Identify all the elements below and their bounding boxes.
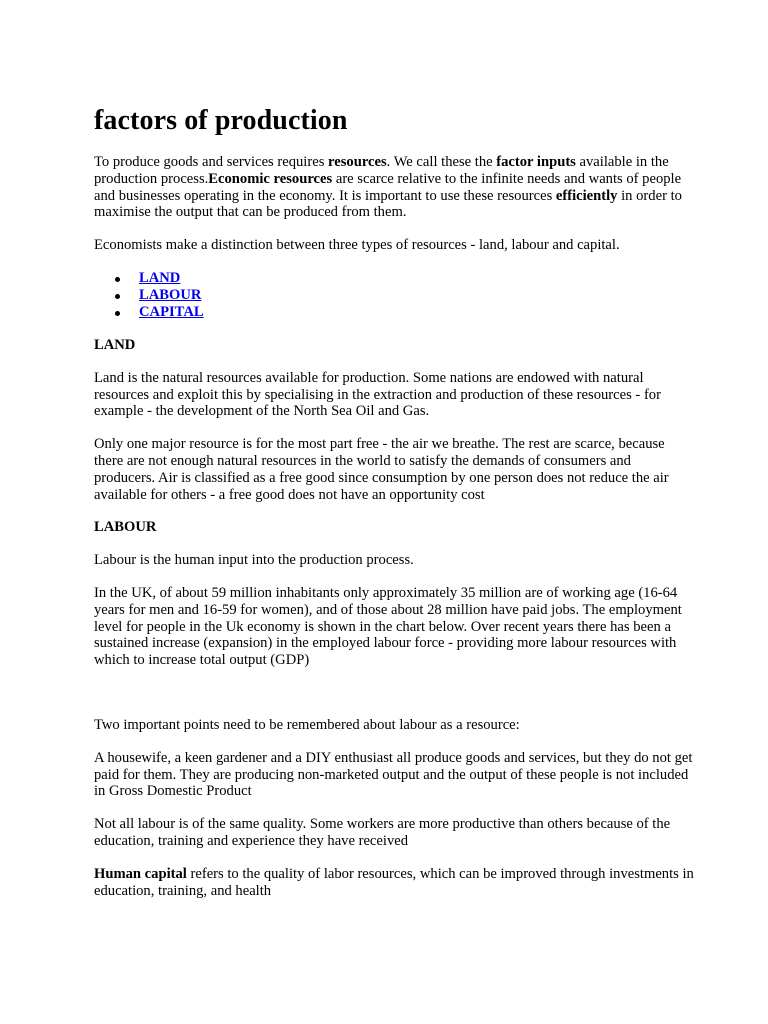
- intro-text-3: available in the production process.: [94, 154, 669, 187]
- labour-paragraph-2: In the UK, of about 59 million inhabitants only approximately 35 million are of working age (16-64 years for men and 16-59 for women), and of those about 28 million have paid jobs. The employment level for people in the Uk economy is shown in the chart below. Over recent years there has been a sustained increase (expansion) in the employed labour force - providing more labour resources with which to increase total output (GDP): [94, 584, 682, 669]
- list-item: [94, 287, 694, 304]
- intro-bold-factor-inputs: factor inputs: [496, 154, 576, 170]
- intro-text-5: in order to maximise the output that can be produced from them.: [94, 187, 682, 221]
- link-capital[interactable]: CAPITAL: [139, 303, 204, 320]
- link-labour[interactable]: LABOUR: [139, 286, 202, 303]
- link-land[interactable]: LAND: [139, 269, 181, 286]
- human-capital-text: refers to the quality of labor resources, which can be improved through investments in education, training, and health: [94, 865, 694, 899]
- labour-paragraph-3: Two important points need to be remembered about labour as a resource:: [94, 716, 520, 733]
- labour-paragraph-4: A housewife, a keen gardener and a DIY enthusiast all produce goods and services, but they do not get paid for them. They are producing non-marketed output and the output of these people is not included in Gross Domestic Product: [94, 749, 693, 800]
- intro-bold-efficiently: efficiently: [555, 187, 618, 204]
- intro-text-4: are scarce relative to the infinite needs and wants of people and businesses operating in the economy. It is important to use these resources: [94, 170, 682, 204]
- list-item: [94, 270, 694, 287]
- intro-bold-resources: resources: [328, 154, 387, 170]
- bullet-icon: [115, 294, 120, 299]
- document-content: [94, 104, 694, 899]
- distinction-paragraph: Economists make a distinction between three types of resources - land, labour and capital.: [94, 237, 620, 254]
- resource-link-list: [94, 270, 694, 321]
- intro-paragraph: [94, 154, 694, 221]
- labour-heading: [94, 519, 694, 536]
- bullet-icon: [115, 277, 120, 282]
- human-capital-paragraph: [94, 866, 694, 900]
- labour-heading-text: LABOUR: [94, 519, 157, 536]
- intro-text-1: To produce goods and services requires: [94, 154, 329, 170]
- bullet-icon: [115, 311, 120, 316]
- labour-paragraph-5: Not all labour is of the same quality. Some workers are more productive than others because of the education, training and experience they have received: [94, 816, 671, 849]
- labour-paragraph-1: Labour is the human input into the production process.: [94, 552, 414, 569]
- intro-text-2: . We call these the: [386, 154, 497, 170]
- human-capital-bold: Human capital: [94, 865, 187, 882]
- land-paragraph-2: Only one major resource is for the most part free - the air we breathe. The rest are scarce, because there are not enough natural resources in the world to satisfy the demands of consumers and producers. Air is classified as a free good since consumption by one person does not reduce the air available for others - a free good does not have an opportunity cost: [94, 436, 669, 503]
- land-heading: [94, 337, 694, 354]
- intro-bold-economic-resources: Economic resources: [208, 170, 333, 187]
- page-title: factors of production: [94, 105, 348, 136]
- list-item: [94, 304, 694, 321]
- land-paragraph-1: Land is the natural resources available for production. Some nations are endowed with natural resources and exploit this by specialising in the extraction and production of these resources - for example - the development of the North Sea Oil and Gas.: [94, 369, 661, 420]
- land-heading-text: LAND: [94, 336, 136, 353]
